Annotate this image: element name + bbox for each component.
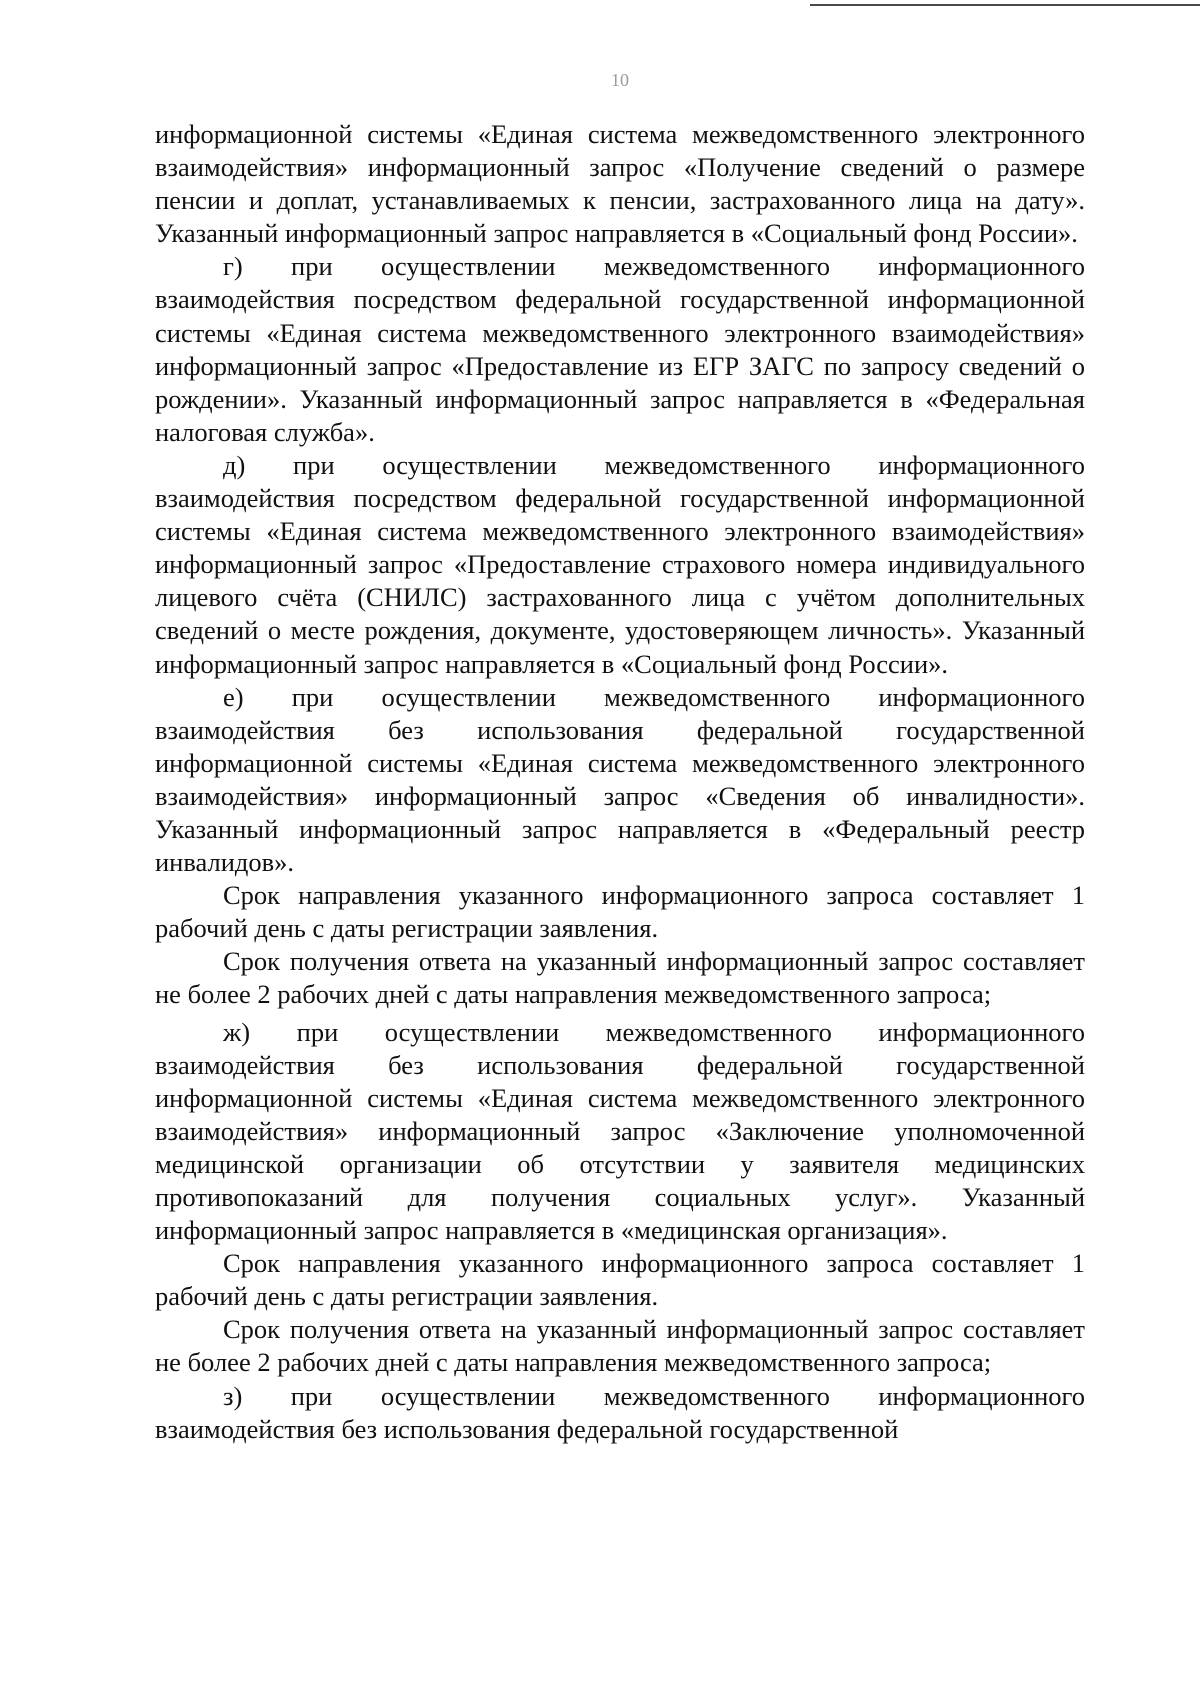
paragraph-request-send-deadline: Срок направления указанного информационного запроса составляет 1 рабочий день с даты регистрации заявления.	[155, 880, 1085, 944]
document-body	[155, 118, 1085, 1446]
paragraph-item-zh-medical-conclusion: ж) при осуществлении межведомственного информационного взаимодействия без использования федеральной государственной информационной системы «Единая система межведомственного электронного взаимодействия» информационный запрос «Заключение уполномоченной медицинской организации об отсутствии у заявителя медицинских противопоказаний для получения социальных услуг». Указанный информационный запрос направляется в «медицинская организация».	[155, 1016, 1085, 1246]
page-number: 10	[611, 70, 629, 90]
paragraph-item-e-disability: е) при осуществлении межведомственного информационного взаимодействия без использования федеральной государственной информационной системы «Единая система межведомственного электронного взаимодействия» информационный запрос «Сведения об инвалидности». Указанный информационный запрос направляется в «Федеральный реестр инвалидов».	[155, 681, 1085, 878]
paragraph-request-send-deadline-2: Срок направления указанного информационного запроса составляет 1 рабочий день с даты регистрации заявления.	[155, 1248, 1085, 1312]
paragraph-response-deadline: Срок получения ответа на указанный информационный запрос составляет не более 2 рабочих дней с даты направления межведомственного запроса;	[155, 946, 1085, 1010]
paragraph-item-g-birth-records: г) при осуществлении межведомственного информационного взаимодействия посредством федеральной государственной информационной системы «Единая система межведомственного электронного взаимодействия» информационный запрос «Предоставление из ЕГР ЗАГС по запросу сведений о рождении». Указанный информационный запрос направляется в «Федеральная налоговая служба».	[155, 251, 1085, 447]
top-edge-rule	[810, 4, 1200, 6]
paragraph-continuation-pension: информационной системы «Единая система межведомственного электронного взаимодействия» информационный запрос «Получение сведений о размере пенсии и доплат, устанавливаемых к пенсии, застрахованного лица на дату». Указанный информационный запрос направляется в «Социальный фонд России».	[155, 119, 1085, 249]
paragraph-item-z-start: з) при осуществлении межведомственного информационного взаимодействия без использования федеральной государственной	[155, 1380, 1085, 1444]
paragraph-item-d-snils: д) при осуществлении межведомственного информационного взаимодействия посредством федеральной государственной информационной системы «Единая система межведомственного электронного взаимодействия» информационный запрос «Предоставление страхового номера индивидуального лицевого счёта (СНИЛС) застрахованного лица с учётом дополнительных сведений о месте рождения, документе, удостоверяющем личность». Указанный информационный запрос направляется в «Социальный фонд России».	[155, 449, 1085, 679]
paragraph-response-deadline-2: Срок получения ответа на указанный информационный запрос составляет не более 2 рабочих дней с даты направления межведомственного запроса;	[155, 1314, 1085, 1378]
